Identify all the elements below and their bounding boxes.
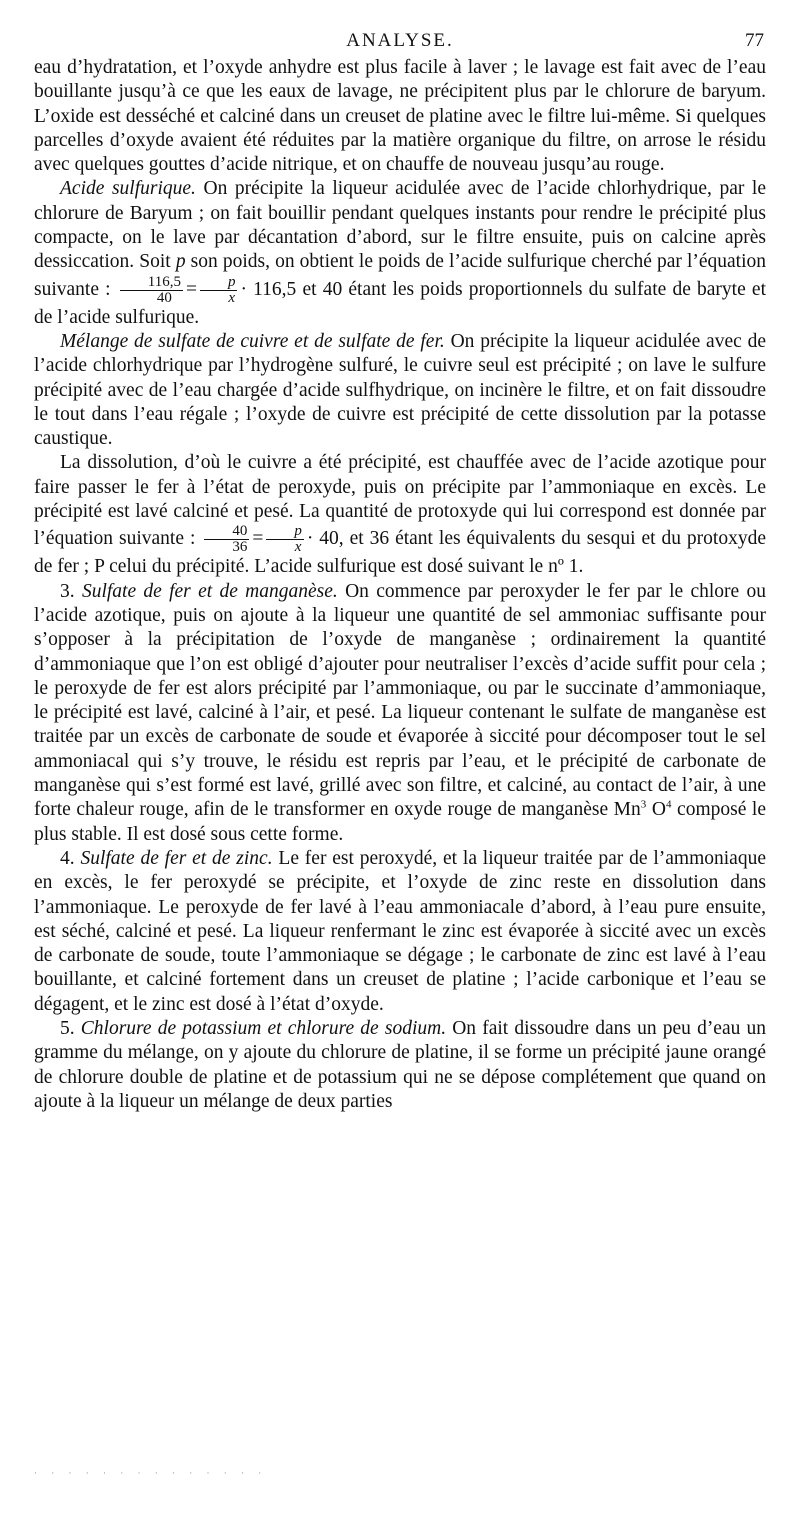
fraction-denominator: 40 (156, 289, 172, 306)
paragraph-continuation (34, 56, 766, 177)
fraction (204, 524, 249, 555)
paragraph-dissolution (34, 451, 766, 579)
section-heading: Acide sulfurique. (60, 178, 196, 200)
section-heading: Sulfate de fer et de zinc. (80, 847, 273, 869)
paragraph-melange (34, 330, 766, 451)
fraction-denominator: 36 (232, 539, 248, 556)
section-heading: Chlorure de potassium et chlorure de sodium. (80, 1017, 447, 1039)
section-heading: Sulfate de fer et de manganèse. (81, 580, 338, 602)
paragraph-text: composé le plus stable. Il est dosé sous cette forme. (34, 799, 767, 845)
page-number: 77 (745, 30, 764, 51)
fraction (200, 275, 238, 306)
fraction-numerator: 40 (204, 524, 249, 540)
fraction-numerator: 116,5 (120, 275, 183, 291)
fraction-numerator: p (266, 524, 304, 540)
body-text (34, 56, 766, 1114)
fraction-denominator: x (228, 289, 236, 306)
paragraph-acide-sulfurique (34, 177, 766, 329)
section-number: 4. (60, 847, 75, 869)
paragraph-text: La dissolution, d’où le cuivre a été précipité, est chauffée avec de l’acide azotique pour faire passer le fer à l’état de peroxyde, puis on précipite par l’ammoniaque en excès. Le précipité est lavé calciné et pesé. La quantité de protoxyde qui lui correspond est donnée par l’équation suivante : (34, 452, 766, 550)
paragraph-text: On fait dissoudre dans un peu d’eau un gramme du mélange, on y ajoute du chlorure de platine, il se forme un précipité jaune orangé de chlorure double de platine et de potassium qui ne se dépose complétement que quand on ajoute à la liqueur un mélange de deux parties (34, 1017, 767, 1112)
paragraph-text: On précipite la liqueur acidulée avec de l’acide chlorhydrique, par le chlorure de Baryum ; on fait bouillir pendant quelques instants pour rendre le précipité plus compacte, on le lave par décantation d’abord, sur le filtre ensuite, puis on calcine après dessiccation. Soit (34, 178, 766, 273)
variable: p (175, 251, 186, 273)
equals-sign: = (185, 278, 197, 300)
paragraph-text: eau d’hydratation, et l’oxyde anhydre est plus facile à laver ; le lavage est fait avec de l’eau bouillante jusqu’à ce que les eaux de lavage, ne précipitent plus par le chlorure de baryum. L’oxide est desséché et calciné dans un creuset de platine avec le filtre lui-même. Si quelques parcelles d’oxyde avaient été réduites par la matière organique du filtre, on arrose le résidu avec quelques gouttes d’acide nitrique, et on chauffe de nouveau jusqu’au rouge. (34, 57, 766, 176)
paragraph-fer-manganese (34, 580, 766, 847)
paragraph-text: O (646, 799, 666, 821)
running-head (34, 30, 766, 56)
fraction (120, 275, 183, 306)
equals-sign: = (252, 528, 264, 550)
fraction-numerator: p (200, 275, 238, 291)
paragraph-chlorures (34, 1017, 766, 1114)
fraction (266, 524, 304, 555)
paragraph-text: · 116,5 et 40 étant les poids proportionnels du sulfate de baryte et de l’acide sulfurique. (34, 278, 767, 328)
paragraph-text: son poids, on obtient le poids de l’acide sulfurique cherché par l’équation suivante : (34, 251, 767, 300)
paragraph-text: On commence par peroxyder le fer par le chlore ou l’acide azotique, puis on ajoute à la liqueur une quantité de sel ammoniac suffisante pour s’opposer à la précipitation de l’oxyde de manganèse ; ordinairement la quantité d’ammoniaque que l’on est obligé d’ajouter pour neutraliser l’excès d’acide suffit pour cela ; le peroxyde de fer est alors précipité par l’ammoniaque, ou par le succinate d’ammoniaque, le précipité est lavé, calciné à l’air, et pesé. La liqueur contenant le sulfate de manganèse est traitée par un excès de carbonate de soude et évaporée à siccité pour décomposer tout le sel ammoniacal qui s’y trouve, le résidu est repris par l’eau, et le précipité de carbonate de manganèse qui s’est formé est lavé, grillé avec son filtre, et calciné, au contact de l’air, à une forte chaleur rouge, afin de le transformer en oxyde rouge de manganèse Mn (34, 580, 766, 821)
superscript: 4 (665, 798, 672, 811)
paragraph-text: On précipite la liqueur acidulée avec de l’acide chlorhydrique par l’hydrogène sulfuré, le cuivre seul est précipité ; on lave le sulfure précipité avec de l’eau chargée d’acide sulfhydrique, on incinère le filtre, et on fait dissoudre le tout dans l’eau régale ; l’oxyde de cuivre est précipité de cette dissolution par la potasse caustique. (34, 330, 767, 450)
running-title: ANALYSE. (346, 30, 454, 51)
superscript: 3 (640, 798, 647, 811)
paragraph-text: · 40, et 36 étant les équivalents du sesqui et du protoxyde de fer ; P celui du précipité. L’acide sulfurique est dosé suivant le nº 1. (34, 528, 766, 578)
section-number: 5. (60, 1017, 75, 1039)
paragraph-text: Le fer est peroxydé, et la liqueur traitée par de l’ammoniaque en excès, le fer peroxydé se précipite, et l’oxyde de zinc reste en dissolution dans l’ammoniaque. Le peroxyde de fer lavé à l’eau ammoniacale d’abord, à l’eau pure ensuite, est séché, calciné et pesé. La liqueur renfermant le zinc est évaporée à siccité avec un excès de carbonate de soude, toute l’ammoniaque se dégage ; le carbonate de zinc est lavé à l’eau bouillante, et calciné fortement dans un creuset de platine ; l’acide carbonique et l’eau se dégagent, et le zinc est dosé à l’état d’oxyde. (34, 847, 766, 1015)
fraction-denominator: x (294, 539, 302, 556)
section-number: 3. (60, 580, 75, 602)
scan-artifact-dots: · · · · · · · · · · · · · · (34, 1468, 268, 1478)
paragraph-fer-zinc (34, 847, 766, 1017)
section-heading: Mélange de sulfate de cuivre et de sulfate de fer. (60, 330, 445, 352)
